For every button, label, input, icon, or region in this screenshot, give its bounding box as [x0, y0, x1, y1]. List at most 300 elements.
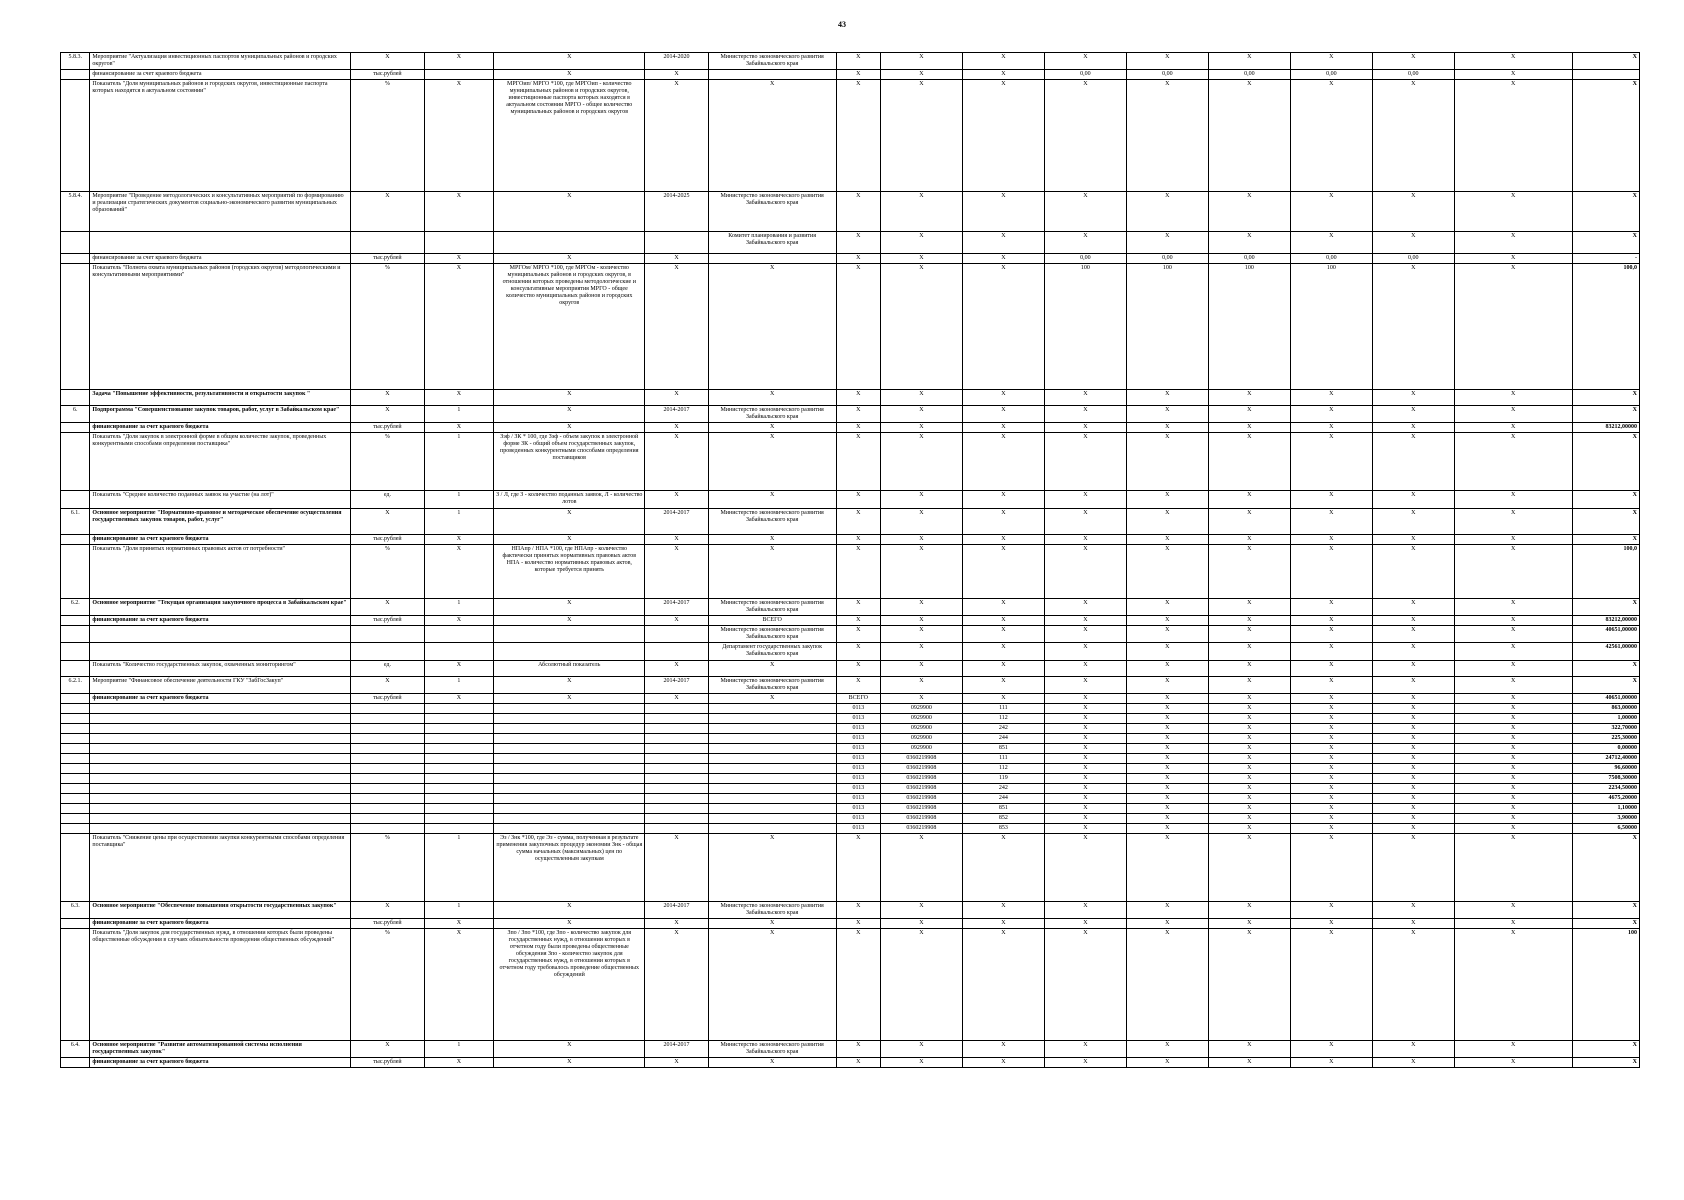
table-cell	[90, 643, 351, 661]
table-cell: X	[962, 902, 1044, 919]
table-cell: X	[1126, 661, 1208, 677]
table-cell: Департамент государственных закупок Забайкальского края	[708, 643, 836, 661]
table-cell: Показатель "Снижение цены при осуществлении закупки конкурентными способами определения поставщика"	[90, 834, 351, 902]
table-cell: X	[1044, 599, 1126, 616]
table-row	[61, 192, 1640, 232]
table-cell: 0113	[836, 824, 880, 834]
table-cell: X	[1208, 626, 1290, 643]
table-cell	[708, 774, 836, 784]
table-cell: X	[1454, 264, 1572, 390]
table-cell: 2014-2017	[645, 406, 708, 423]
table-cell: X	[836, 929, 880, 1041]
table-cell: X	[1372, 1058, 1454, 1068]
table-cell: X	[836, 626, 880, 643]
table-cell: X	[1454, 192, 1572, 232]
table-cell: X	[1290, 53, 1372, 70]
table-cell: финансирование за счет краевого бюджета	[90, 535, 351, 545]
table-cell: X	[1454, 254, 1572, 264]
table-cell	[61, 929, 90, 1041]
table-cell: тыс.рублей	[351, 254, 425, 264]
table-cell: X	[424, 694, 493, 704]
table-cell: X	[1208, 824, 1290, 834]
table-cell: ВСЕГО	[836, 694, 880, 704]
table-cell: X	[1126, 784, 1208, 794]
table-cell: X	[1044, 192, 1126, 232]
table-cell: 100	[1290, 264, 1372, 390]
table-cell: 0113	[836, 804, 880, 814]
table-cell: X	[1044, 616, 1126, 626]
table-cell: 0360219908	[880, 754, 962, 764]
table-row	[61, 599, 1640, 616]
table-cell: X	[1208, 53, 1290, 70]
table-cell: X	[1572, 406, 1639, 423]
table-cell: X	[494, 919, 645, 929]
table-cell: X	[1572, 661, 1639, 677]
table-cell: 1	[424, 509, 493, 535]
table-cell: X	[1044, 824, 1126, 834]
table-cell: X	[1372, 724, 1454, 734]
table-cell: X	[1126, 677, 1208, 694]
page-number: 43	[838, 20, 846, 29]
table-cell	[424, 643, 493, 661]
table-cell: 100,0	[1572, 264, 1639, 390]
table-cell: X	[880, 661, 962, 677]
table-cell	[351, 744, 425, 754]
table-cell: Министерство экономического развития Забайкальского края	[708, 1041, 836, 1058]
table-row	[61, 254, 1640, 264]
table-cell: X	[1372, 616, 1454, 626]
table-cell	[61, 774, 90, 784]
table-cell: X	[708, 919, 836, 929]
table-cell: 1	[424, 491, 493, 509]
table-cell: З / Л, где З - количество поданных заявок, Л - количество лотов	[494, 491, 645, 509]
table-cell: 40651,00000	[1572, 626, 1639, 643]
table-cell: 244	[962, 794, 1044, 804]
table-cell: X	[424, 390, 493, 406]
table-cell: X	[708, 929, 836, 1041]
table-cell: Показатель "Доля закупок для государственных нужд, в отношении которых были проведены общественные обсуждения в случаях обязательности проведения общественных обсуждений"	[90, 929, 351, 1041]
table-cell	[708, 714, 836, 724]
table-cell: финансирование за счет краевого бюджета	[90, 919, 351, 929]
table-cell: X	[1572, 192, 1639, 232]
table-cell: X	[1290, 814, 1372, 824]
table-cell: X	[1208, 794, 1290, 804]
table-cell	[645, 754, 708, 764]
table-cell: X	[1372, 754, 1454, 764]
table-row	[61, 784, 1640, 794]
table-cell: X	[1572, 433, 1639, 491]
table-cell: X	[1372, 535, 1454, 545]
table-cell: 2234,50000	[1572, 784, 1639, 794]
table-cell: ВСЕГО	[708, 616, 836, 626]
table-cell	[351, 626, 425, 643]
table-cell	[494, 744, 645, 754]
table-cell: X	[962, 535, 1044, 545]
table-row	[61, 902, 1640, 919]
table-cell: X	[962, 599, 1044, 616]
table-cell: X	[1454, 929, 1572, 1041]
table-row	[61, 704, 1640, 714]
table-cell	[61, 1058, 90, 1068]
table-cell: X	[424, 254, 493, 264]
table-cell: X	[645, 390, 708, 406]
table-cell: X	[1372, 677, 1454, 694]
table-cell	[424, 784, 493, 794]
table-cell: X	[1126, 929, 1208, 1041]
table-cell: X	[836, 406, 880, 423]
table-cell	[61, 784, 90, 794]
table-cell: X	[1454, 509, 1572, 535]
table-cell: X	[1208, 764, 1290, 774]
table-row	[61, 626, 1640, 643]
table-cell: 0113	[836, 764, 880, 774]
table-cell: X	[708, 535, 836, 545]
table-cell: X	[351, 406, 425, 423]
table-cell: X	[1372, 491, 1454, 509]
table-cell: X	[1372, 919, 1454, 929]
table-cell: 111	[962, 704, 1044, 714]
table-cell: X	[645, 535, 708, 545]
table-cell: X	[1126, 1041, 1208, 1058]
table-cell: X	[351, 902, 425, 919]
table-cell	[90, 804, 351, 814]
table-cell	[708, 784, 836, 794]
table-cell	[351, 734, 425, 744]
table-cell: X	[1454, 406, 1572, 423]
table-cell: %	[351, 545, 425, 599]
table-cell: X	[494, 423, 645, 433]
table-cell: 2014-2017	[645, 1041, 708, 1058]
table-cell: X	[1208, 919, 1290, 929]
table-cell: X	[1044, 774, 1126, 784]
table-cell: X	[1208, 1058, 1290, 1068]
table-cell: X	[1290, 535, 1372, 545]
table-cell: X	[1208, 744, 1290, 754]
table-cell: 4675,20000	[1572, 794, 1639, 804]
table-cell: X	[494, 535, 645, 545]
table-row	[61, 804, 1640, 814]
table-cell: X	[880, 192, 962, 232]
table-cell: X	[1208, 804, 1290, 814]
table-cell	[61, 919, 90, 929]
table-cell: X	[1044, 764, 1126, 774]
table-cell: X	[1372, 1041, 1454, 1058]
table-cell: Показатель "Количество государственных закупок, охваченных мониторингом"	[90, 661, 351, 677]
table-cell: X	[1572, 53, 1639, 70]
table-cell: тыс.рублей	[351, 616, 425, 626]
table-cell: X	[836, 643, 880, 661]
table-cell: X	[1290, 774, 1372, 784]
table-cell: X	[1044, 704, 1126, 714]
table-cell: X	[1290, 491, 1372, 509]
table-cell: X	[1044, 754, 1126, 764]
table-cell: X	[351, 53, 425, 70]
table-cell: X	[880, 677, 962, 694]
table-cell: X	[836, 232, 880, 254]
table-cell: X	[1454, 794, 1572, 804]
table-cell	[494, 734, 645, 744]
table-cell: 0113	[836, 704, 880, 714]
table-cell: X	[962, 919, 1044, 929]
table-cell	[351, 804, 425, 814]
table-cell: X	[645, 80, 708, 192]
table-cell: X	[962, 491, 1044, 509]
table-cell: 1	[424, 433, 493, 491]
table-cell: X	[1208, 774, 1290, 784]
table-cell: 0,00	[1208, 254, 1290, 264]
table-cell: X	[880, 694, 962, 704]
table-cell: X	[1126, 509, 1208, 535]
table-cell: X	[1454, 754, 1572, 764]
table-cell: X	[1208, 643, 1290, 661]
table-cell: X	[708, 661, 836, 677]
table-cell: X	[1290, 643, 1372, 661]
table-cell: X	[1208, 834, 1290, 902]
table-cell: X	[1290, 929, 1372, 1041]
table-cell	[424, 714, 493, 724]
table-cell: X	[1126, 814, 1208, 824]
table-cell: X	[1208, 433, 1290, 491]
table-cell	[61, 80, 90, 192]
table-cell: X	[1126, 491, 1208, 509]
table-cell	[90, 824, 351, 834]
table-cell: 0113	[836, 714, 880, 724]
table-cell: X	[1044, 929, 1126, 1041]
table-cell: 0,00	[1044, 254, 1126, 264]
table-cell	[494, 764, 645, 774]
table-row	[61, 423, 1640, 433]
table-cell: 112	[962, 764, 1044, 774]
table-cell: 244	[962, 734, 1044, 744]
table-cell: X	[1372, 794, 1454, 804]
table-cell: X	[1290, 804, 1372, 814]
table-cell	[90, 814, 351, 824]
table-cell	[61, 264, 90, 390]
table-row	[61, 764, 1640, 774]
table-cell: X	[1044, 834, 1126, 902]
table-cell: X	[1044, 53, 1126, 70]
table-cell: X	[1126, 80, 1208, 192]
table-cell: X	[1290, 824, 1372, 834]
table-cell	[708, 764, 836, 774]
table-cell: X	[880, 1058, 962, 1068]
table-cell	[424, 824, 493, 834]
table-cell: X	[1454, 784, 1572, 794]
table-cell: X	[708, 491, 836, 509]
table-cell: X	[1454, 1041, 1572, 1058]
table-cell: 0,00	[1208, 70, 1290, 80]
table-cell: %	[351, 433, 425, 491]
table-cell: X	[645, 254, 708, 264]
table-cell: X	[1454, 616, 1572, 626]
table-cell	[351, 764, 425, 774]
table-cell: X	[1208, 694, 1290, 704]
table-cell	[90, 232, 351, 254]
table-cell: 0113	[836, 754, 880, 764]
table-cell	[61, 254, 90, 264]
table-cell: X	[1208, 599, 1290, 616]
table-cell	[494, 774, 645, 784]
table-cell: X	[1454, 643, 1572, 661]
table-cell: финансирование за счет краевого бюджета	[90, 694, 351, 704]
table-cell: Комитет планирования и развития Забайкальского края	[708, 232, 836, 254]
table-cell: X	[1044, 714, 1126, 724]
table-cell: X	[1044, 919, 1126, 929]
table-cell: 2014-2017	[645, 902, 708, 919]
table-cell: X	[1208, 509, 1290, 535]
table-cell	[90, 714, 351, 724]
table-cell: 0,00	[1126, 254, 1208, 264]
table-cell: Зпо / Зпо *100, где Зпо - количество закупок для государственных нужд, в отношении которых в отчетном году были проведены общественные обсуждения Зпо - количество закупок для государственных нужд, в отношении которых в отчетном году требовалось проведение общественных обсуждений	[494, 929, 645, 1041]
table-cell	[61, 616, 90, 626]
table-cell: X	[494, 390, 645, 406]
table-cell: Основное мероприятие "Обеспечение повышения открытости государственных закупок"	[90, 902, 351, 919]
table-cell: X	[1454, 80, 1572, 192]
table-cell	[61, 824, 90, 834]
table-cell: X	[1454, 704, 1572, 714]
table-cell: X	[1126, 694, 1208, 704]
table-cell: Подпрограмма "Совершенствование закупок товаров, работ, услуг в Забайкальском крае"	[90, 406, 351, 423]
table-cell	[424, 744, 493, 754]
table-cell: X	[1126, 824, 1208, 834]
table-cell: X	[836, 545, 880, 599]
table-cell: 1,10000	[1572, 804, 1639, 814]
table-cell: 0113	[836, 794, 880, 804]
table-cell: X	[1126, 902, 1208, 919]
table-cell: X	[708, 423, 836, 433]
table-cell: X	[351, 390, 425, 406]
table-cell: X	[1454, 70, 1572, 80]
table-cell: 0929900	[880, 704, 962, 714]
table-cell: %	[351, 834, 425, 902]
table-cell: X	[1454, 919, 1572, 929]
table-cell: X	[1290, 754, 1372, 764]
table-cell: 0929900	[880, 724, 962, 734]
table-row	[61, 264, 1640, 390]
table-cell: финансирование за счет краевого бюджета	[90, 616, 351, 626]
table-cell: 1	[424, 406, 493, 423]
table-cell: финансирование за счет краевого бюджета	[90, 1058, 351, 1068]
table-cell: 0,00	[1044, 70, 1126, 80]
table-cell: X	[1208, 232, 1290, 254]
table-cell: X	[1372, 390, 1454, 406]
table-cell: X	[880, 545, 962, 599]
table-cell: X	[836, 254, 880, 264]
table-cell	[90, 784, 351, 794]
table-cell	[351, 824, 425, 834]
table-cell: 851	[962, 744, 1044, 754]
table-cell: X	[351, 677, 425, 694]
table-cell: X	[1208, 390, 1290, 406]
table-cell	[708, 804, 836, 814]
table-cell: 0360219908	[880, 764, 962, 774]
table-cell: X	[708, 264, 836, 390]
table-cell: X	[1126, 390, 1208, 406]
table-cell	[645, 814, 708, 824]
table-cell: X	[1572, 1058, 1639, 1068]
table-cell: X	[1454, 764, 1572, 774]
table-cell: %	[351, 264, 425, 390]
table-cell: X	[351, 192, 425, 232]
table-cell: X	[494, 694, 645, 704]
table-cell: X	[645, 70, 708, 80]
table-cell: Мероприятие "Актуализация инвестиционных паспортов муниципальных районов и городских округов"	[90, 53, 351, 70]
table-cell: X	[1290, 1041, 1372, 1058]
table-cell: X	[351, 1041, 425, 1058]
table-cell	[61, 744, 90, 754]
table-cell: 1,00000	[1572, 714, 1639, 724]
table-cell: X	[1044, 694, 1126, 704]
table-cell: Министерство экономического развития Забайкальского края	[708, 599, 836, 616]
table-cell: X	[1454, 599, 1572, 616]
table-cell	[61, 804, 90, 814]
table-cell: X	[1126, 232, 1208, 254]
table-cell	[61, 724, 90, 734]
table-cell: X	[1044, 794, 1126, 804]
table-cell	[90, 626, 351, 643]
table-cell: X	[836, 80, 880, 192]
table-cell: 6.2.	[61, 599, 90, 616]
table-cell: X	[645, 834, 708, 902]
table-cell: Министерство экономического развития Забайкальского края	[708, 192, 836, 232]
table-cell: НПАпр / НПА *100, где НПАпр - количество фактически принятых нормативных правовых актов НПА - количество нормативных правовых актов, которые требуется принять	[494, 545, 645, 599]
table-cell: 83212,00000	[1572, 616, 1639, 626]
table-cell: X	[1454, 390, 1572, 406]
table-cell: X	[424, 192, 493, 232]
table-cell: 863,00000	[1572, 704, 1639, 714]
table-cell: тыс.рублей	[351, 535, 425, 545]
table-cell: X	[836, 1058, 880, 1068]
table-cell	[708, 814, 836, 824]
table-cell	[645, 232, 708, 254]
table-cell: Задача "Повышение эффективности, результативности и открытости закупок "	[90, 390, 351, 406]
table-cell	[90, 704, 351, 714]
table-cell: X	[1290, 423, 1372, 433]
table-cell: 1	[424, 677, 493, 694]
table-cell: X	[1372, 545, 1454, 599]
table-cell	[351, 784, 425, 794]
table-row	[61, 834, 1640, 902]
table-cell: 6.3.	[61, 902, 90, 919]
table-cell: 40651,00000	[1572, 694, 1639, 704]
table-cell: X	[962, 677, 1044, 694]
table-cell: X	[494, 509, 645, 535]
table-cell: X	[1572, 902, 1639, 919]
table-cell: X	[880, 599, 962, 616]
table-cell	[424, 232, 493, 254]
table-cell: X	[1454, 677, 1572, 694]
table-cell: X	[962, 616, 1044, 626]
table-cell	[351, 643, 425, 661]
table-cell: 0113	[836, 724, 880, 734]
table-cell: X	[351, 599, 425, 616]
table-cell: X	[1290, 545, 1372, 599]
table-cell: X	[1454, 661, 1572, 677]
table-cell: 0,00	[1372, 70, 1454, 80]
table-cell: %	[351, 80, 425, 192]
table-cell	[90, 724, 351, 734]
table-cell: X	[1372, 423, 1454, 433]
table-cell: X	[836, 677, 880, 694]
table-cell: X	[1454, 232, 1572, 254]
table-cell: 0113	[836, 784, 880, 794]
table-cell	[424, 754, 493, 764]
table-cell: X	[836, 834, 880, 902]
table-cell: X	[880, 433, 962, 491]
table-cell: X	[1208, 535, 1290, 545]
table-cell: МРГОм/ МРГО *100, где МРГОм - количество муниципальных районов и городских округов, в отношении которых проведены методологические и консультативные мероприятия МРГО - общее количество муниципальных районов и городских округов	[494, 264, 645, 390]
table-cell: X	[1126, 535, 1208, 545]
